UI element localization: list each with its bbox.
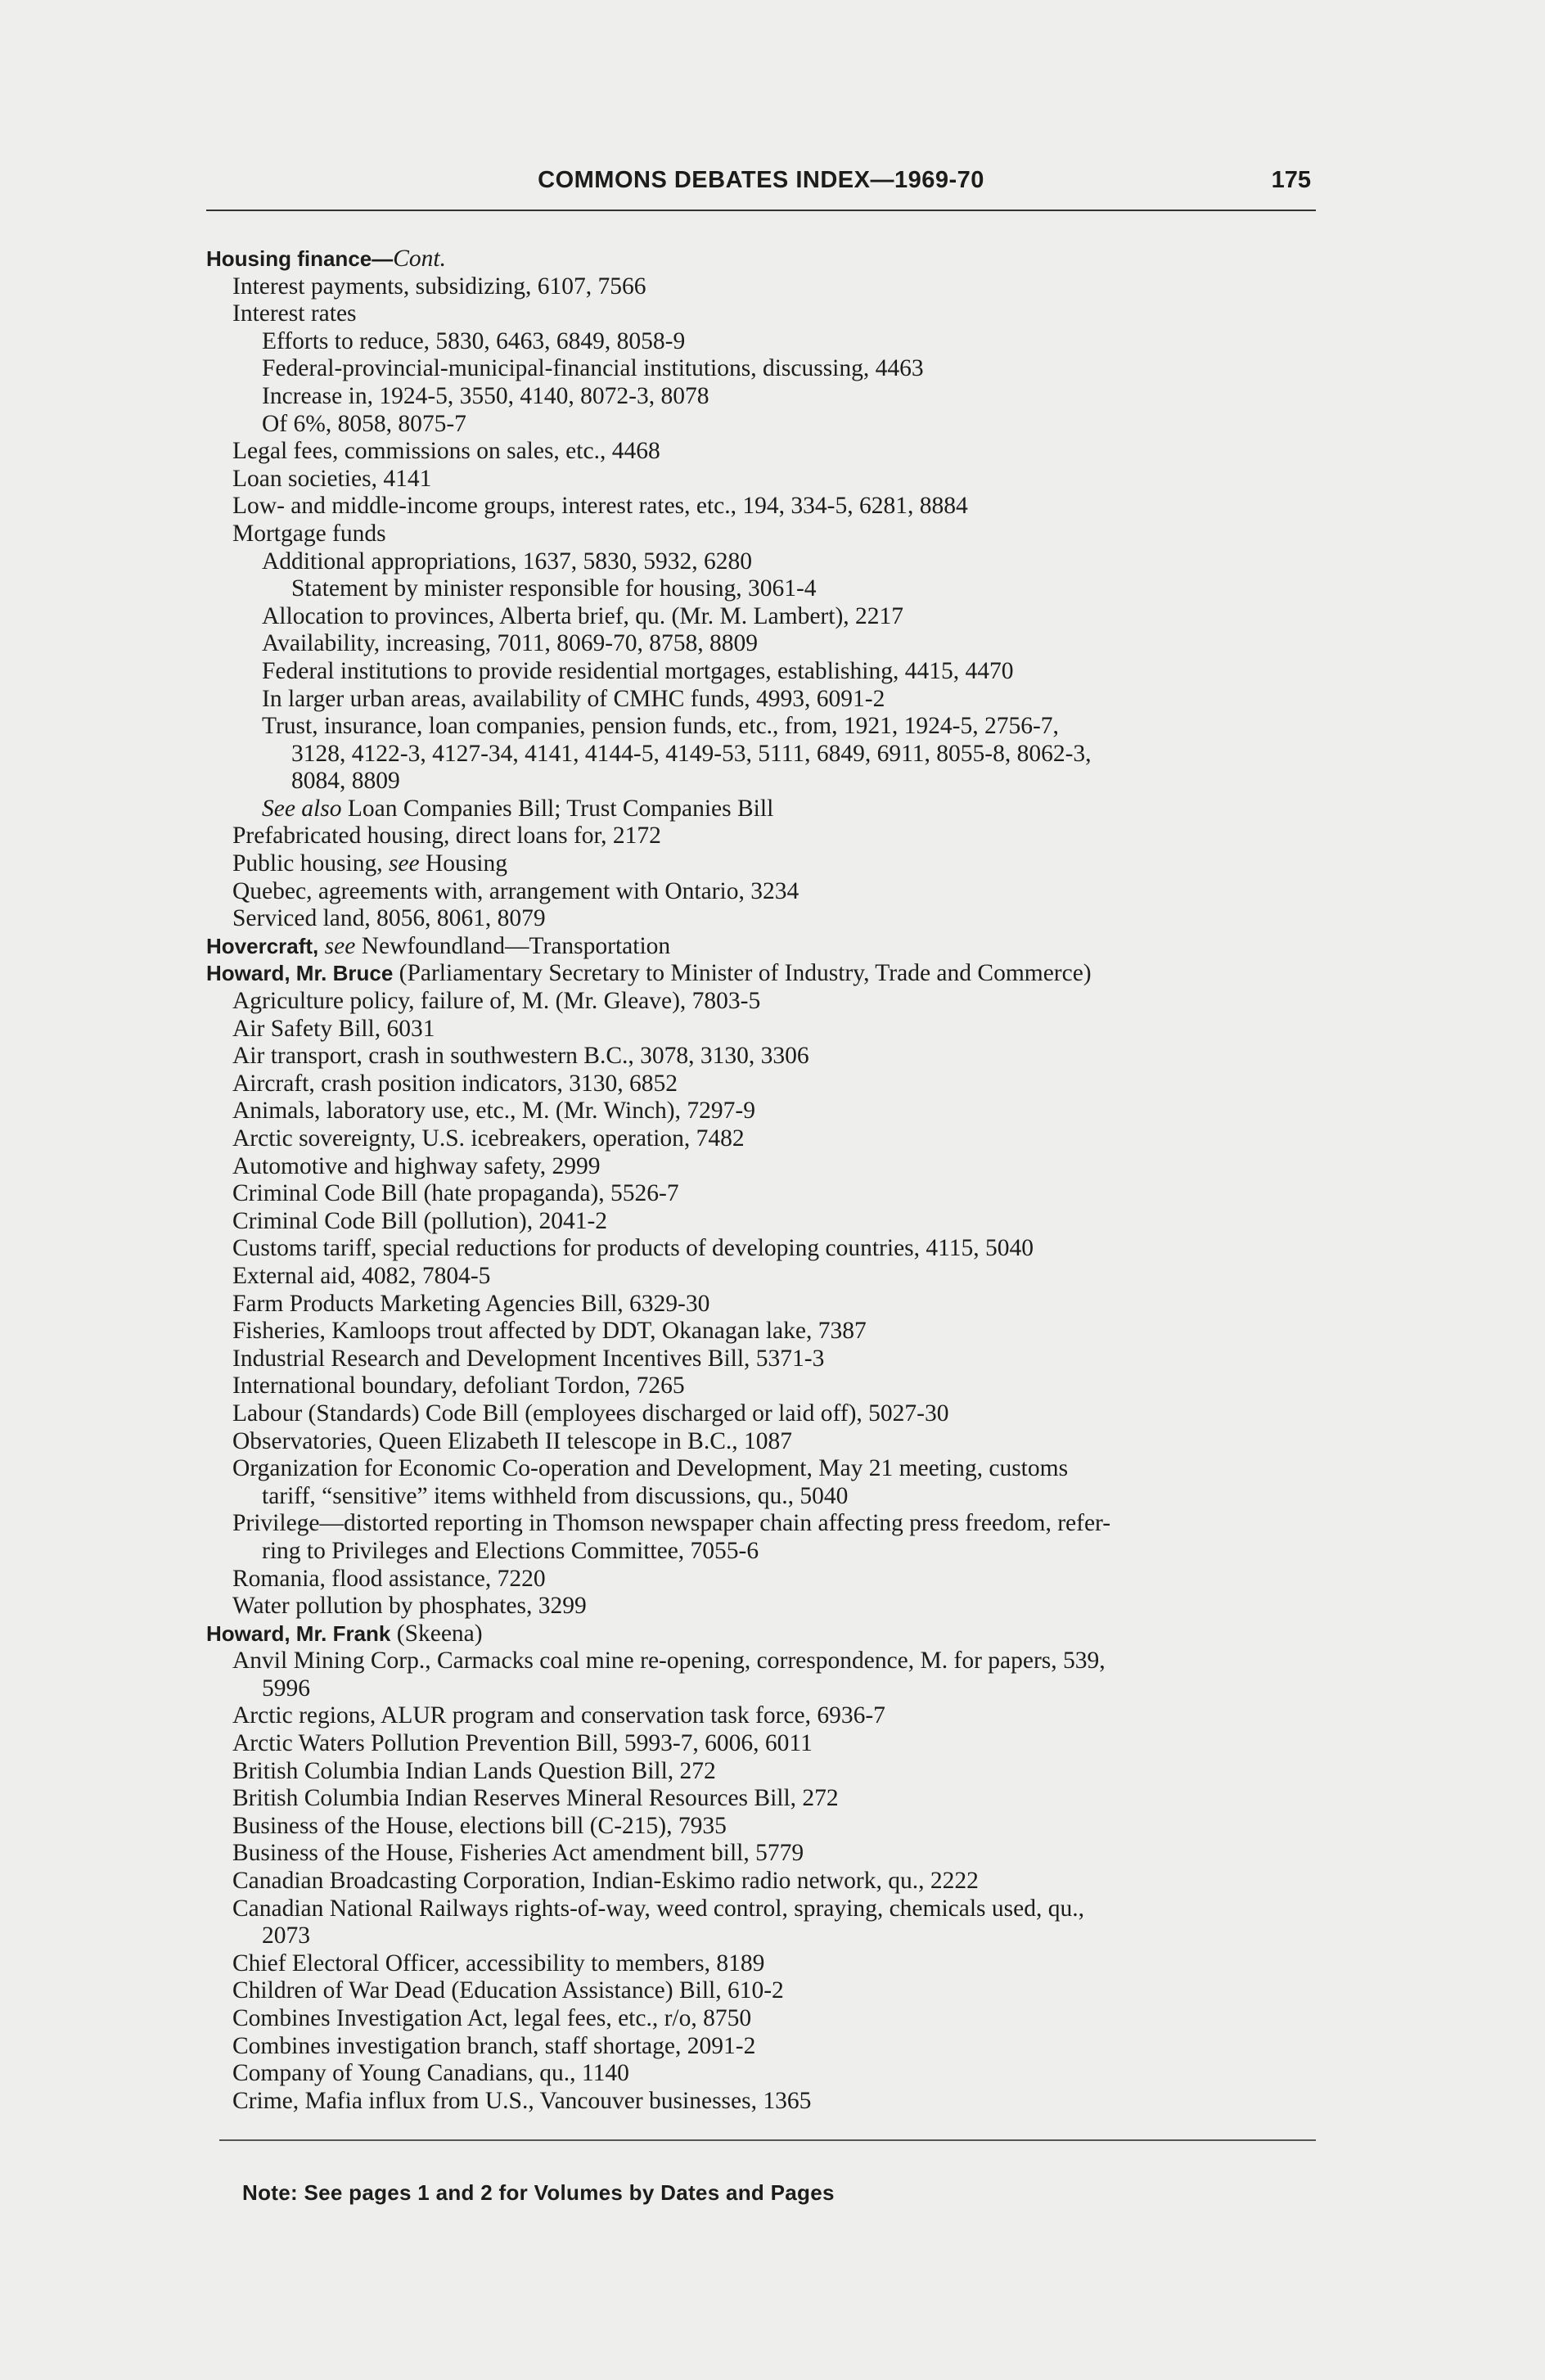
page-title: COMMONS DEBATES INDEX—1969-70 bbox=[538, 167, 984, 193]
entry-text: Criminal Code Bill (pollution), 2041-2 bbox=[232, 1207, 608, 1234]
entry-text: Air transport, crash in southwestern B.C., 3078, 3130, 3306 bbox=[232, 1043, 809, 1070]
index-subentry bbox=[206, 1016, 1319, 1044]
entry-text: Business of the House, elections bill (C-215), 7935 bbox=[232, 1812, 727, 1839]
entry-text: Chief Electoral Officer, accessibility to members, 8189 bbox=[232, 1950, 765, 1977]
entry-text: Arctic sovereignty, U.S. icebreakers, operation, 7482 bbox=[232, 1125, 745, 1152]
entry-text: Low- and middle-income groups, interest rates, etc., 194, 334-5, 6281, 8884 bbox=[232, 493, 968, 520]
entry-text: Trust, insurance, loan companies, pension funds, etc., from, 1921, 1924-5, 2756-7, bbox=[262, 713, 1059, 740]
entry-reference: Housing bbox=[419, 850, 507, 877]
entry-heading: Howard, Mr. Bruce bbox=[206, 961, 394, 986]
index-subentry bbox=[206, 548, 1319, 576]
index-subentry bbox=[206, 603, 1319, 631]
entry-text: ring to Privileges and Elections Committee, 7055-6 bbox=[262, 1537, 759, 1564]
entry-text: tariff, “sensitive” items withheld from discussions, qu., 5040 bbox=[262, 1482, 849, 1509]
index-subentry bbox=[206, 878, 1319, 906]
entry-text: (Skeena) bbox=[390, 1620, 483, 1647]
index-subentry bbox=[206, 741, 1319, 769]
index-subentry bbox=[206, 1373, 1319, 1400]
index-heading-entry bbox=[206, 960, 1319, 988]
index-subentry bbox=[206, 823, 1319, 850]
index-subentry bbox=[206, 1840, 1319, 1868]
index-subentry bbox=[206, 1758, 1319, 1786]
entry-text: External aid, 4082, 7804-5 bbox=[232, 1262, 491, 1289]
entry-text: Canadian National Railways rights-of-way, weed control, spraying, chemicals used, qu., bbox=[232, 1895, 1084, 1922]
index-subentry bbox=[206, 1208, 1319, 1236]
entry-text: Arctic regions, ALUR program and conservation task force, 6936-7 bbox=[232, 1702, 885, 1729]
index-subentry bbox=[206, 2033, 1319, 2061]
entry-text: Observatories, Queen Elizabeth II telescope in B.C., 1087 bbox=[232, 1427, 793, 1454]
index-subentry bbox=[206, 905, 1319, 933]
entry-text: Quebec, agreements with, arrangement with Ontario, 3234 bbox=[232, 877, 800, 904]
index-subentry bbox=[206, 1702, 1319, 1730]
index-subentry bbox=[206, 1400, 1319, 1428]
index-subentry bbox=[206, 355, 1319, 383]
index-subentry bbox=[206, 1098, 1319, 1125]
entry-text: Serviced land, 8056, 8061, 8079 bbox=[232, 905, 546, 932]
entry-text: Canadian Broadcasting Corporation, Indian-Eskimo radio network, qu., 2222 bbox=[232, 1868, 979, 1895]
entry-text: Legal fees, commissions on sales, etc., 4468 bbox=[232, 438, 660, 465]
entry-text: Business of the House, Fisheries Act amendment bill, 5779 bbox=[232, 1840, 804, 1867]
entry-see: see bbox=[388, 850, 420, 877]
index-subentry bbox=[206, 466, 1319, 494]
entry-text: 8084, 8809 bbox=[291, 768, 400, 795]
entry-text: Agriculture policy, failure of, M. (Mr. Gleave), 7803-5 bbox=[232, 988, 761, 1015]
index-subentry bbox=[206, 658, 1319, 686]
entry-heading: Hovercraft, bbox=[206, 933, 319, 958]
index-subentry bbox=[206, 1071, 1319, 1098]
index-subentry bbox=[206, 411, 1319, 439]
entry-text: Public housing, bbox=[232, 850, 389, 877]
entry-text: Fisheries, Kamloops trout affected by DDT, Okanagan lake, 7387 bbox=[232, 1318, 867, 1345]
entry-text: Organization for Economic Co-operation and Development, May 21 meeting, customs bbox=[232, 1455, 1069, 1482]
index-subentry bbox=[206, 1566, 1319, 1593]
index-subentry bbox=[206, 1318, 1319, 1346]
entry-text: Interest rates bbox=[232, 300, 357, 327]
index-subentry bbox=[206, 521, 1319, 548]
entry-text: Automotive and highway safety, 2999 bbox=[232, 1152, 601, 1179]
entry-text: Federal-provincial-municipal-financial institutions, discussing, 4463 bbox=[262, 355, 924, 382]
index-subentry bbox=[206, 1950, 1319, 1978]
entry-text: Interest payments, subsidizing, 6107, 7566 bbox=[232, 273, 646, 300]
index-subentry bbox=[206, 1180, 1319, 1208]
index-subentry bbox=[206, 438, 1319, 466]
index-subentry bbox=[206, 1291, 1319, 1318]
entry-text: Combines investigation branch, staff shortage, 2091-2 bbox=[232, 2032, 756, 2059]
index-heading-entry bbox=[206, 1620, 1319, 1648]
entry-text: Prefabricated housing, direct loans for, 2172 bbox=[232, 823, 661, 850]
index-subentry bbox=[206, 1428, 1319, 1456]
index-subentry bbox=[206, 328, 1319, 356]
index-subentry bbox=[206, 1977, 1319, 2005]
entry-text: Privilege—distorted reporting in Thomson newspaper chain affecting press freedom, refer- bbox=[232, 1510, 1111, 1537]
index-subentry bbox=[206, 630, 1319, 658]
entry-text: Statement by minister responsible for housing, 3061-4 bbox=[291, 575, 817, 602]
index-subentry bbox=[206, 300, 1319, 328]
entry-text: Of 6%, 8058, 8075-7 bbox=[262, 410, 466, 437]
index-subentry bbox=[206, 1813, 1319, 1841]
entry-text: Industrial Research and Development Incentives Bill, 5371-3 bbox=[232, 1345, 825, 1372]
index-subentry bbox=[206, 1785, 1319, 1813]
entry-text bbox=[318, 933, 324, 959]
entry-text: 5996 bbox=[262, 1675, 310, 1702]
entry-text: Loan societies, 4141 bbox=[232, 465, 432, 492]
index-subentry bbox=[206, 1510, 1319, 1538]
index-subentry bbox=[206, 493, 1319, 521]
entry-text: 3128, 4122-3, 4127-34, 4141, 4144-5, 4149-53, 5111, 6849, 6911, 8055-8, 8062-3, bbox=[291, 740, 1092, 767]
entry-text: Criminal Code Bill (hate propaganda), 5526-7 bbox=[232, 1180, 679, 1207]
index-subentry bbox=[206, 1043, 1319, 1071]
entry-text: Federal institutions to provide residential mortgages, establishing, 4415, 4470 bbox=[262, 657, 1014, 684]
entry-text: Increase in, 1924-5, 3550, 4140, 8072-3, 8078 bbox=[262, 382, 709, 409]
index-subentry bbox=[206, 1235, 1319, 1263]
entry-text: British Columbia Indian Reserves Mineral Resources Bill, 272 bbox=[232, 1785, 839, 1812]
entry-text: International boundary, defoliant Tordon, 7265 bbox=[232, 1373, 685, 1400]
entry-heading: Howard, Mr. Frank bbox=[206, 1620, 391, 1646]
index-subentry bbox=[206, 1455, 1319, 1483]
entry-text: Children of War Dead (Education Assistance) Bill, 610-2 bbox=[232, 1977, 784, 2004]
entry-text: Combines Investigation Act, legal fees, etc., r/o, 8750 bbox=[232, 2005, 752, 2031]
entry-text: Company of Young Canadians, qu., 1140 bbox=[232, 2060, 629, 2087]
entry-text: (Parliamentary Secretary to Minister of Industry, Trade and Commerce) bbox=[393, 960, 1092, 987]
page-number: 175 bbox=[1271, 167, 1311, 193]
entry-text: Anvil Mining Corp., Carmacks coal mine re-opening, correspondence, M. for papers, 539, bbox=[232, 1648, 1106, 1675]
entry-text: Availability, increasing, 7011, 8069-70, 8758, 8809 bbox=[262, 630, 759, 657]
index-heading-entry bbox=[206, 933, 1319, 961]
index-column bbox=[206, 246, 1319, 2115]
entry-text: 2073 bbox=[262, 1922, 310, 1950]
index-subentry bbox=[206, 1648, 1319, 1675]
index-subentry bbox=[206, 686, 1319, 714]
index-subentry bbox=[206, 1730, 1319, 1758]
entry-text: British Columbia Indian Lands Question Bill, 272 bbox=[232, 1757, 716, 1784]
index-subentry bbox=[206, 1263, 1319, 1291]
index-subentry bbox=[206, 2088, 1319, 2116]
entry-see: see bbox=[324, 932, 356, 959]
index-subentry bbox=[206, 2005, 1319, 2033]
index-subentry bbox=[206, 1125, 1319, 1153]
entry-text: Efforts to reduce, 5830, 6463, 6849, 8058-9 bbox=[262, 327, 686, 354]
index-subentry bbox=[206, 988, 1319, 1016]
index-subentry bbox=[206, 2060, 1319, 2088]
index-subentry bbox=[206, 1538, 1319, 1566]
footer-divider bbox=[219, 2139, 1316, 2141]
index-subentry bbox=[206, 383, 1319, 411]
entry-text: Labour (Standards) Code Bill (employees discharged or laid off), 5027-30 bbox=[232, 1400, 949, 1427]
entry-text: Allocation to provinces, Alberta brief, qu. (Mr. M. Lambert), 2217 bbox=[262, 602, 904, 629]
entry-text: Air Safety Bill, 6031 bbox=[232, 1015, 435, 1042]
index-subentry bbox=[206, 1922, 1319, 1950]
page-header bbox=[206, 160, 1316, 211]
entry-text: Arctic Waters Pollution Prevention Bill, 5993-7, 6006, 6011 bbox=[232, 1730, 813, 1757]
index-subentry bbox=[206, 713, 1319, 741]
index-subentry bbox=[206, 850, 1319, 878]
entry-text: Farm Products Marketing Agencies Bill, 6329-30 bbox=[232, 1290, 710, 1317]
index-subentry bbox=[206, 273, 1319, 301]
entry-text: Mortgage funds bbox=[232, 520, 386, 547]
index-subentry bbox=[206, 1593, 1319, 1620]
entry-text: In larger urban areas, availability of CMHC funds, 4993, 6091-2 bbox=[262, 685, 885, 712]
index-subentry bbox=[206, 575, 1319, 603]
entry-text: Animals, laboratory use, etc., M. (Mr. Winch), 7297-9 bbox=[232, 1098, 755, 1125]
index-subentry bbox=[206, 1483, 1319, 1511]
entry-text: Water pollution by phosphates, 3299 bbox=[232, 1593, 587, 1620]
index-subentry bbox=[206, 768, 1319, 796]
index-subentry bbox=[206, 1346, 1319, 1373]
entry-heading-italic: Cont. bbox=[393, 246, 446, 272]
entry-text: Loan Companies Bill; Trust Companies Bill bbox=[341, 795, 774, 822]
index-heading-entry bbox=[206, 246, 1319, 273]
index-subentry bbox=[206, 1153, 1319, 1181]
entry-text: Customs tariff, special reductions for products of developing countries, 4115, 5040 bbox=[232, 1235, 1034, 1262]
index-subentry bbox=[206, 1868, 1319, 1895]
footnote: Note: See pages 1 and 2 for Volumes by Dates and Pages bbox=[242, 2180, 835, 2205]
index-subentry bbox=[206, 796, 1319, 823]
index-subentry bbox=[206, 1675, 1319, 1703]
entry-reference: Newfoundland—Transportation bbox=[355, 932, 671, 959]
entry-text: Additional appropriations, 1637, 5830, 5932, 6280 bbox=[262, 548, 752, 575]
entry-heading: Housing finance— bbox=[206, 246, 394, 271]
entry-text: Crime, Mafia influx from U.S., Vancouver businesses, 1365 bbox=[232, 2087, 812, 2114]
entry-see-also: See also bbox=[262, 795, 342, 822]
index-subentry bbox=[206, 1895, 1319, 1923]
entry-text: Aircraft, crash position indicators, 3130, 6852 bbox=[232, 1070, 678, 1097]
entry-text: Romania, flood assistance, 7220 bbox=[232, 1565, 546, 1592]
